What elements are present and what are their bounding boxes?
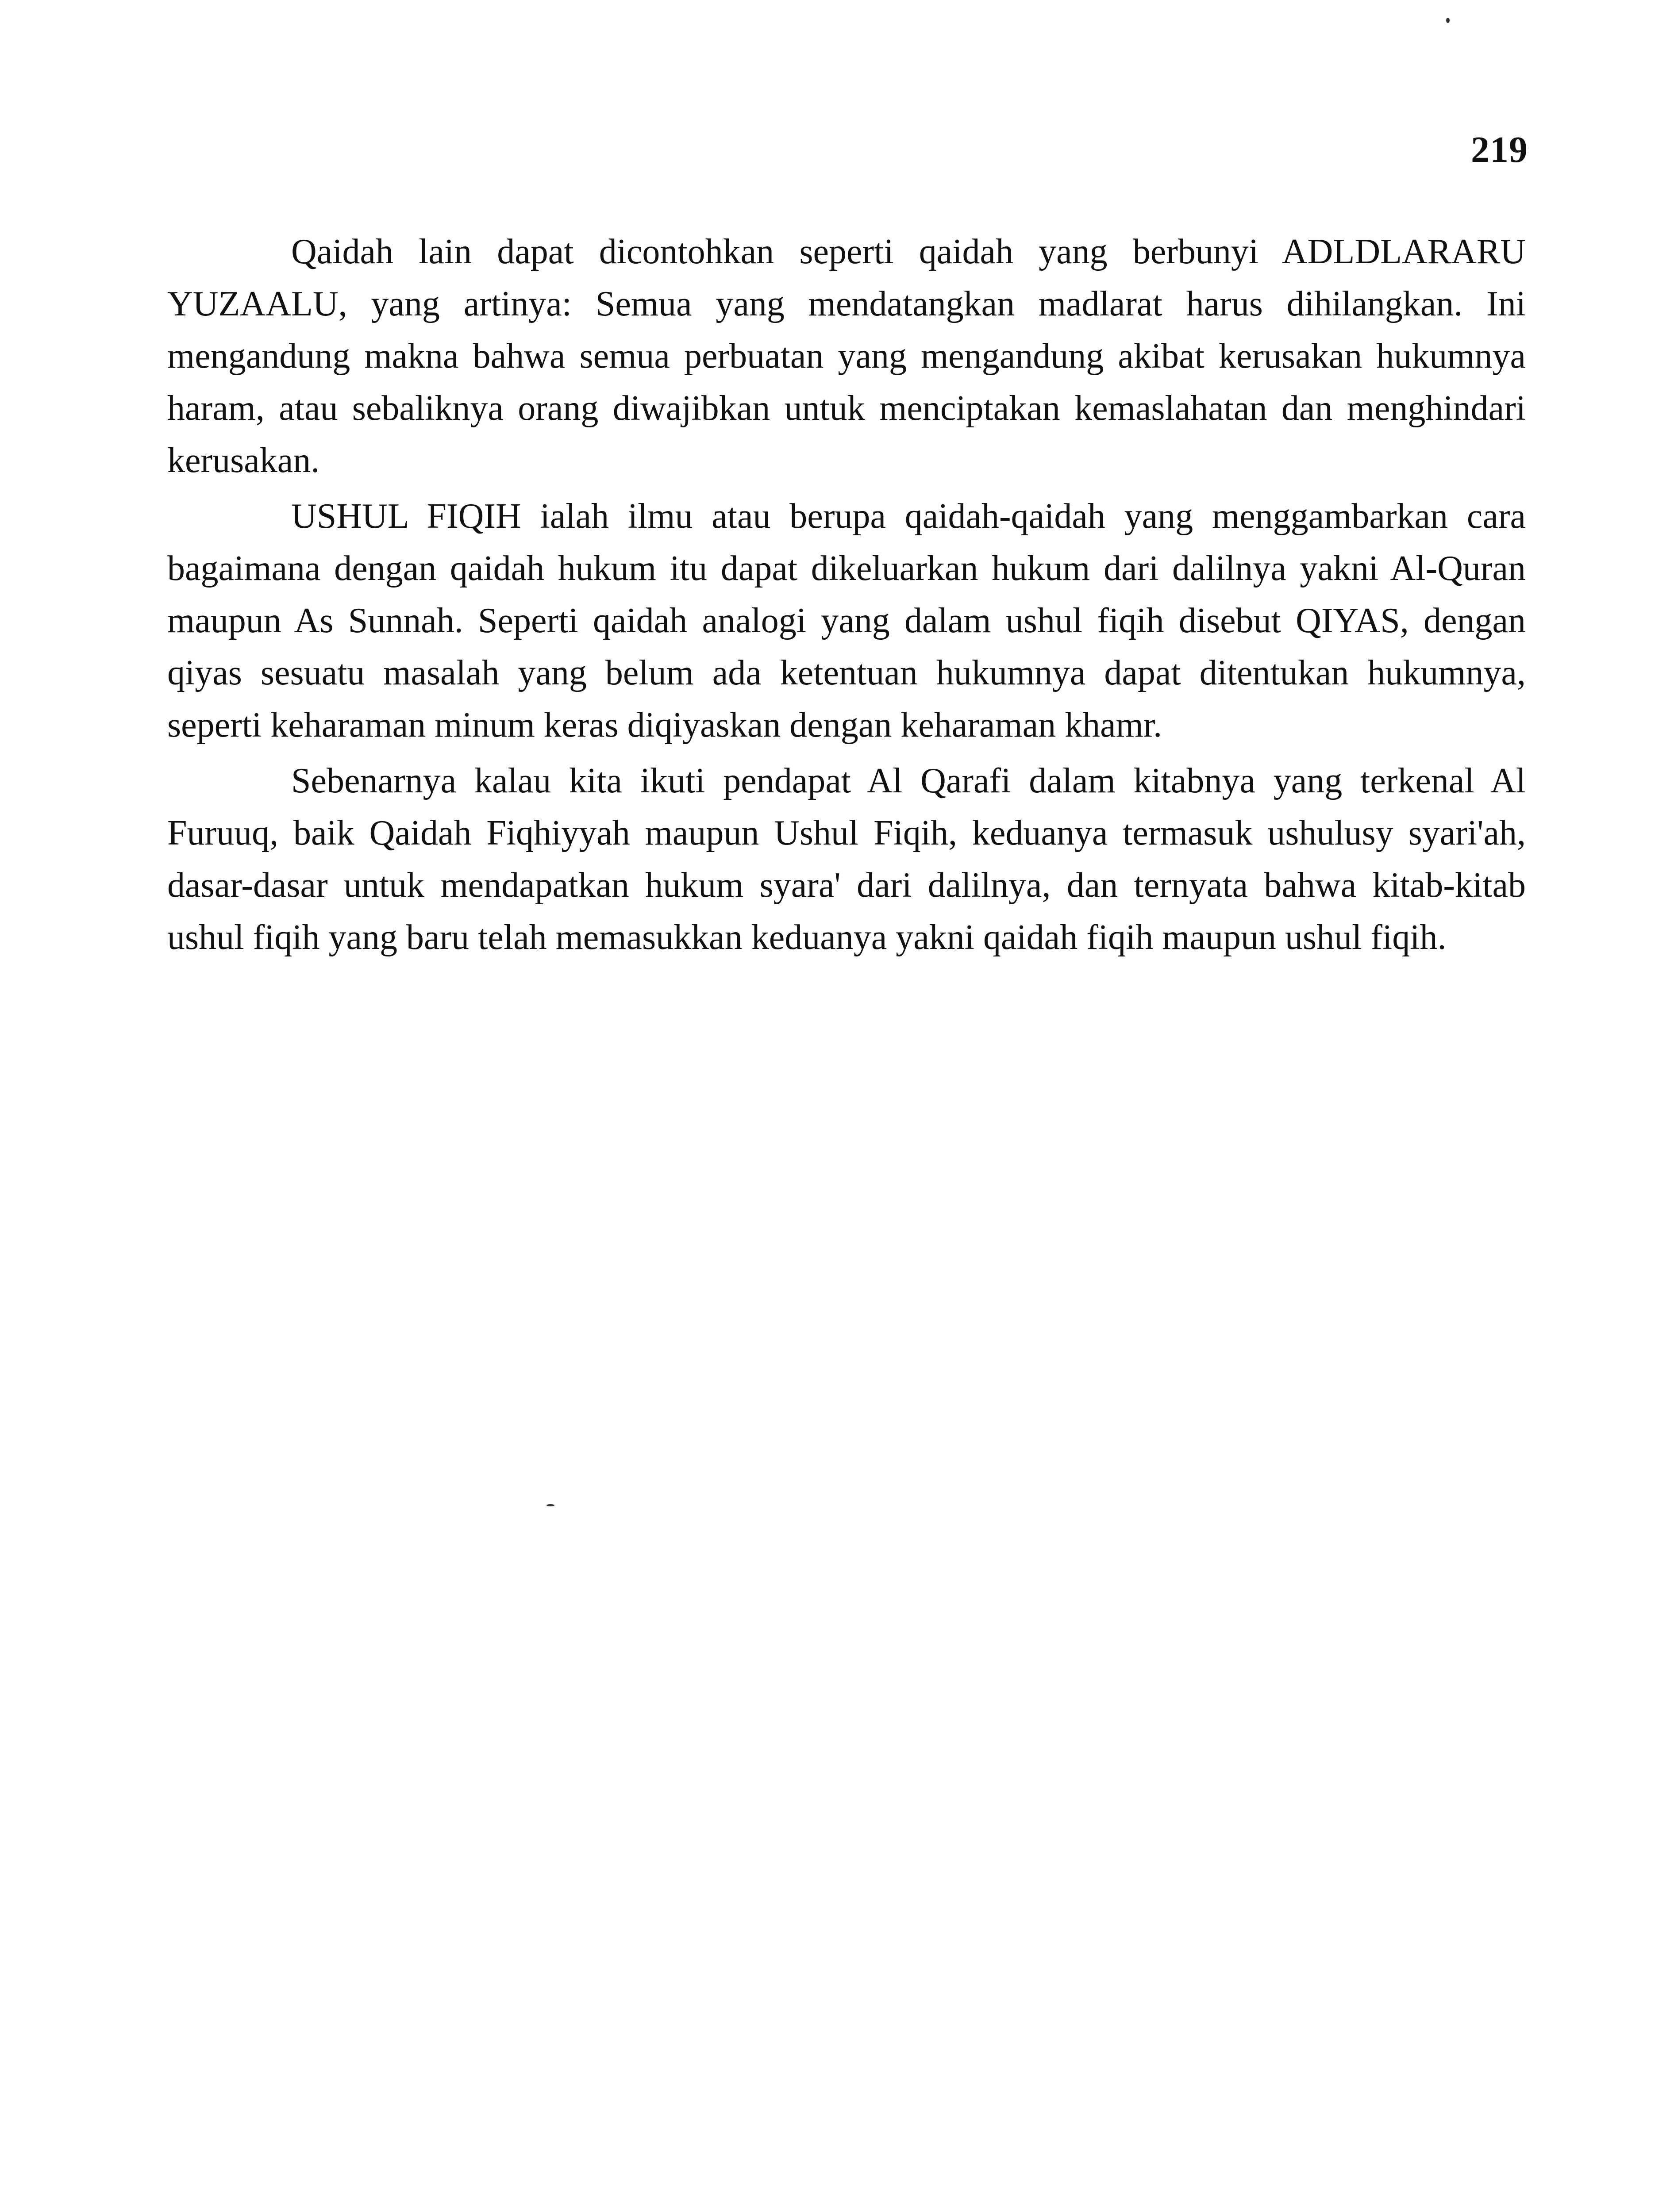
paragraph-ushul-fiqih: USHUL FIQIH ialah ilmu atau berupa qaidah-qaidah yang menggambarkan cara bagaimana dengan qaidah hukum itu dapat dikeluarkan hukum dari dalilnya yakni Al-Quran maupun As Sunnah. Seperti qaidah analogi yang dalam ushul fiqih disebut QIYAS, dengan qiyas sesuatu masalah yang belum ada ketentuan hukumnya dapat ditentukan hukumnya, seperti keharaman minum keras diqiyaskan dengan keharaman khamr.	[167, 497, 1526, 745]
paragraph-qaidah-lain: Qaidah lain dapat dicontohkan seperti qaidah yang berbunyi ADLDLARARU YUZAALU, yang artinya: Semua yang mendatangkan madlarat harus dihilangkan. Ini mengandung makna bahwa semua perbuatan yang mengandung akibat kerusakan hukumnya haram, atau sebaliknya orang diwajibkan untuk menciptakan kemaslahatan dan menghindari kerusakan.	[167, 232, 1526, 480]
scan-speck	[546, 1504, 554, 1506]
body-text	[167, 226, 1526, 964]
page-number: 219	[1471, 129, 1528, 170]
paragraph-al-qarafi: Sebenarnya kalau kita ikuti pendapat Al Qarafi dalam kitabnya yang terkenal Al Furuuq, baik Qaidah Fiqhiyyah maupun Ushul Fiqih, keduanya termasuk ushulusy syari'ah, dasar-dasar untuk mendapatkan hukum syara' dari dalilnya, dan ternyata bahwa kitab-kitab ushul fiqih yang baru telah memasukkan keduanya yakni qaidah fiqih maupun ushul fiqih.	[167, 761, 1526, 957]
scan-speck	[1446, 18, 1450, 23]
